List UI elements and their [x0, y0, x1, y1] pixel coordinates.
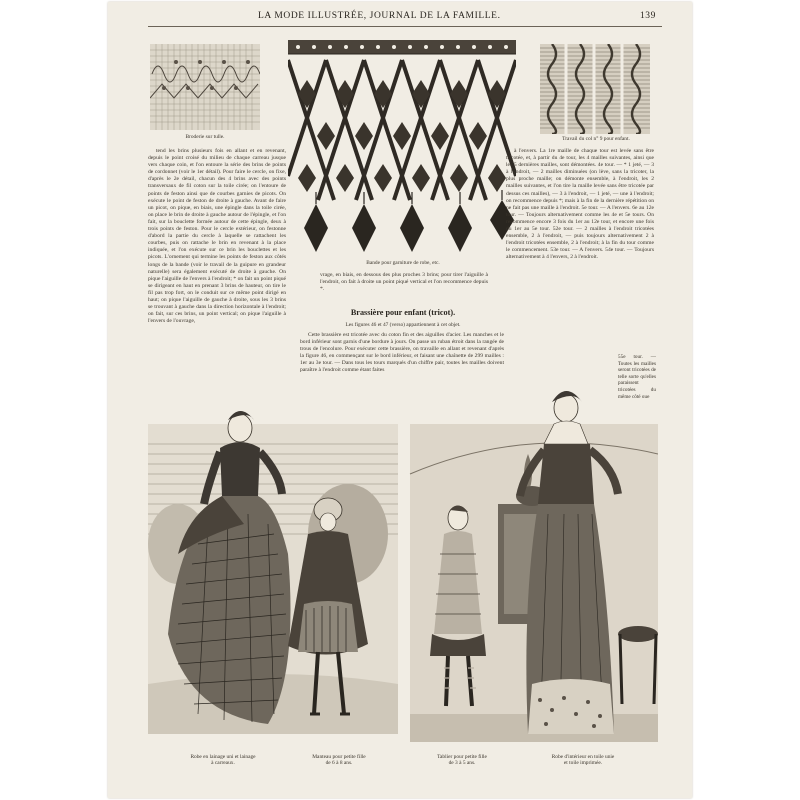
- left-column-text: tend les brins plusieurs fois en allant et en revenant, depuis le point croisé du milieu de chaque carreau jusque vers chaque coin, et l'on entoure la série des brins de points de cordonnet (voir le 1er détail). Pour faire le cercle, on fixe, d'après le 2e détail, chacun des 4 brins avec des points transversaux de fil coton sur la toile cirée; on l'entoure de points de feston ainsi que de courbes garnies de picots. On exécute le point de feston de droite à gauche. Avant de faire un picot, on pique, en biais, une épingle dans la toile cirée, on place le brin de droite à gauche autour de l'épingle, et l'on fait, sur la bouclette formée autour de cette épingle, deux à trois points de feston. Pour le cercle extérieur, on festonne d'abord la partie du cercle à laquelle se rattachent les courbes, puis on rattache le brin en revenant à la place indiquée, et l'on exécute sur ce brin les bouclettes et les picots. L'ornement qui termine les points de feston aux côtés longs de la bande (voir le travail de la guipure en grandeur naturelle) sera également exécuté de droite à gauche. On pique l'aiguille de l'envers à l'endroit; * on fait un point piqué se dirigeant en haut en prenant 3 brins de hauteur, on tire le fil pas trop fort, on le conduit sur ce même point dirigé en haut; on pique l'aiguille de gauche à droite, sous les 3 brins se trouvant à gauche dans la direction horizontale à l'endroit; on fait, sur ces brins, un point vertical; on pique l'aiguille à l'envers de l'ouvrage,: [148, 148, 286, 325]
- bande-pour-garniture-engraving: [288, 40, 516, 258]
- travail-du-col-engraving: [540, 44, 650, 134]
- right-column-text: à l'envers. La 1re maille de chaque tour est levée sans être tricotée, et, à partir du 4e tour, les 4 mailles suivantes, ainsi que les 5 dernières mailles, sont démontées. 4e tour. — * 1 jeté, — 3 à l'endroit, — 2 mailles diminuées (on lève, sans la tricoter, la plus proche maille; on démonte ensemble, à l'endroit, les 2 mailles suivantes, et l'on tire la maille levée sans être tricotée par dessus ces mailles), — 3 à l'endroit, — 1 jeté, — une à l'endroit; on recommence depuis *; mais à la fin de la dernière répétition on ne fait pas une maille à l'endroit. 5e tour. — A l'envers. 6e au 12e tour. — Toujours alternativement comme les 4e et 5e tours. On recommence encore 3 fois du 1er au 12e tour, et encore une fois du 1er au 5e tour. 52e tour. — 2 mailles à l'endroit tricotées ensemble, 2 à l'endroit, — puis toujours alternativement 2 à l'endroit tricotées ensemble, 2 à l'endroit; à la fin du tour comme le commencement. 53e tour. — A l'envers. 54e tour. — Toujours alternativement à 4 l'envers, 2 à l'endroit.: [506, 148, 654, 261]
- right-tail-paragraph: 55e tour. — Toutes les mailles seront tricotées de telle sorte qu'elles paraissent tricotées du même côté que: [618, 354, 656, 398]
- article-subheading: Les figures 46 et 47 (verso) appartiennent à cet objet.: [345, 322, 461, 328]
- page-number: 139: [639, 11, 656, 21]
- travail-caption: Travail du col n° 9 pour enfant.: [562, 136, 630, 142]
- article-body-paragraph: Cette brassière est tricotée avec du coton fin et des aiguilles d'acier. Les manches et le bord inférieur sont garnis d'une bordure à jours. On passe un ruban étroit dans la rangée de trous de l'encolure. Pour exécuter cette brassière, on travaille en allant et revenant d'après la figure 46, en commençant sur le bord inférieur, et faisant une chaînette de 299 mailles : 1er au 3e tour. — Dans tous les tours marqués d'un chiffre pair, toutes les mailles doivent paraître à l'endroit comme étant faites: [300, 332, 504, 374]
- middle-continuation-paragraph: vrage, en biais, en dessous des plus proches 3 brins; pour tirer l'aiguille à l'endroit, on fait à droite un point piqué vertical et l'on recommence depuis *.: [320, 272, 488, 293]
- caption-manteau-line2: de 6 à 8 ans.: [325, 760, 353, 766]
- article-heading: Brassière pour enfant (tricot).: [350, 308, 456, 317]
- broderie-sur-tulle-engraving: [150, 44, 260, 130]
- caption-robe-interieur: [518, 754, 648, 766]
- caption-robe-lainage-line1: Robe en lainage uni et lainage: [190, 754, 256, 760]
- caption-robe-lainage-line2: à carreaux.: [211, 760, 235, 766]
- middle-continuation-text: [320, 272, 488, 302]
- fashion-plate-engraving: [148, 384, 658, 756]
- caption-robe-interieur-line1: Robe d'intérieur en toile unie: [551, 754, 615, 760]
- caption-robe-interieur-line2: et toile imprimée.: [563, 760, 603, 766]
- journal-title: LA MODE ILLUSTRÉE, JOURNAL DE LA FAMILLE.: [258, 11, 501, 21]
- caption-tablier-line2: de 3 à 5 ans.: [448, 760, 476, 766]
- broderie-caption: Broderie sur tulle.: [185, 134, 225, 140]
- caption-manteau-line1: Manteau pour petite fille: [312, 754, 366, 760]
- bande-caption: Bande pour garniture de robe, etc.: [366, 260, 440, 266]
- right-text-column: [506, 148, 654, 354]
- journal-page: [108, 2, 692, 798]
- caption-tablier: [412, 754, 512, 766]
- header-rule: [148, 26, 662, 27]
- caption-manteau: [284, 754, 394, 766]
- caption-tablier-line1: Tablier pour petite fille: [437, 754, 487, 760]
- caption-robe-lainage: [168, 754, 278, 766]
- running-header: [108, 11, 692, 25]
- left-text-column: [148, 148, 286, 396]
